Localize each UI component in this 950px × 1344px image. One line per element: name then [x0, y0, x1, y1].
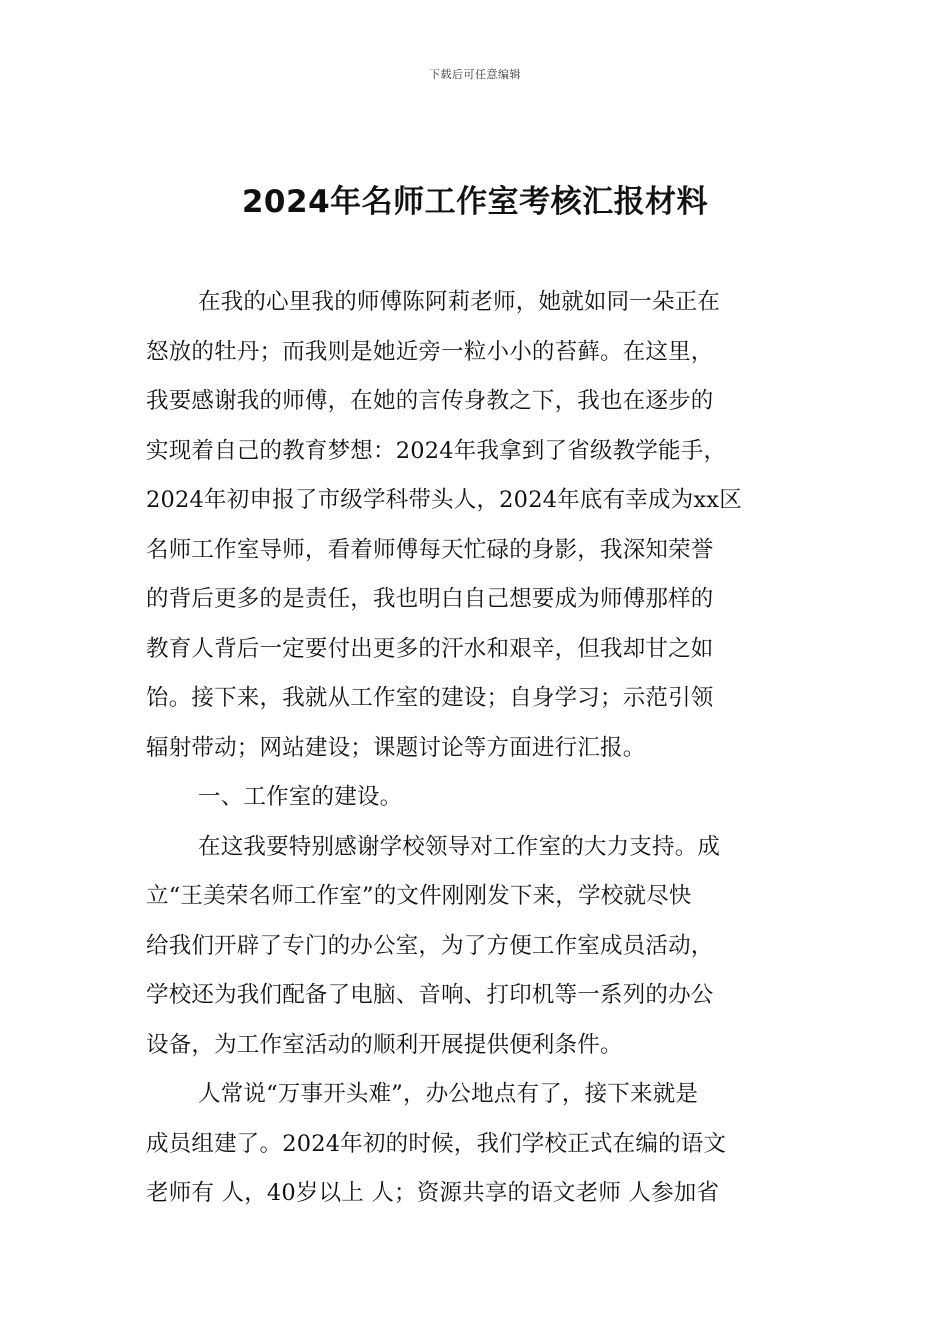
text-line: 成员组建了。2024年初的时候，我们学校正式在编的语文	[146, 1130, 727, 1157]
text-line: 一、工作室的建设。	[198, 784, 403, 810]
text-line: 名师工作室导师，看着师傅每天忙碌的身影，我深知荣誉	[146, 536, 714, 563]
text-line: 2024年初申报了市级学科带头人，2024年底有幸成为xx区	[146, 487, 742, 513]
text-line: 老师有 人，40岁以上 人；资源共享的语文老师 人参加省	[146, 1180, 720, 1206]
document-body	[146, 278, 810, 1219]
document-title: 2024年名师工作室考核汇报材料	[241, 184, 709, 220]
text-line: 立“王美荣名师工作室”的文件刚刚发下来，学校就尽快	[146, 883, 692, 909]
text-line: 人常说“万事开头难”，办公地点有了，接下来就是	[198, 1081, 699, 1107]
text-line: 给我们开辟了专门的办公室，为了方便工作室成员活动，	[146, 932, 714, 959]
text-line: 设备，为工作室活动的顺利开展提供便利条件。	[146, 1031, 623, 1058]
text-line: 教育人背后一定要付出更多的汗水和艰辛，但我却甘之如	[146, 635, 714, 662]
text-line: 在这我要特别感谢学校领导对工作室的大力支持。成	[198, 833, 721, 860]
text-line: 辐射带动；网站建设；课题讨论等方面进行汇报。	[146, 734, 646, 761]
text-line: 我要感谢我的师傅，在她的言传身教之下，我也在逐步的	[146, 388, 714, 414]
text-line: 怒放的牡丹；而我则是她近旁一粒小小的苔藓。在这里，	[146, 338, 714, 365]
text-line: 的背后更多的是责任，我也明白自己想要成为师傅那样的	[146, 586, 714, 612]
text-line: 学校还为我们配备了电脑、音响、打印机等一系列的办公	[146, 982, 714, 1008]
text-line: 饴。接下来，我就从工作室的建设；自身学习；示范引领	[146, 685, 714, 711]
text-line: 在我的心里我的师傅陈阿莉老师，她就如同一朵正在	[198, 289, 721, 315]
header-note: 下载后可任意编辑	[429, 68, 521, 81]
text-line: 实现着自己的教育梦想：2024年我拿到了省级教学能手，	[146, 437, 727, 464]
